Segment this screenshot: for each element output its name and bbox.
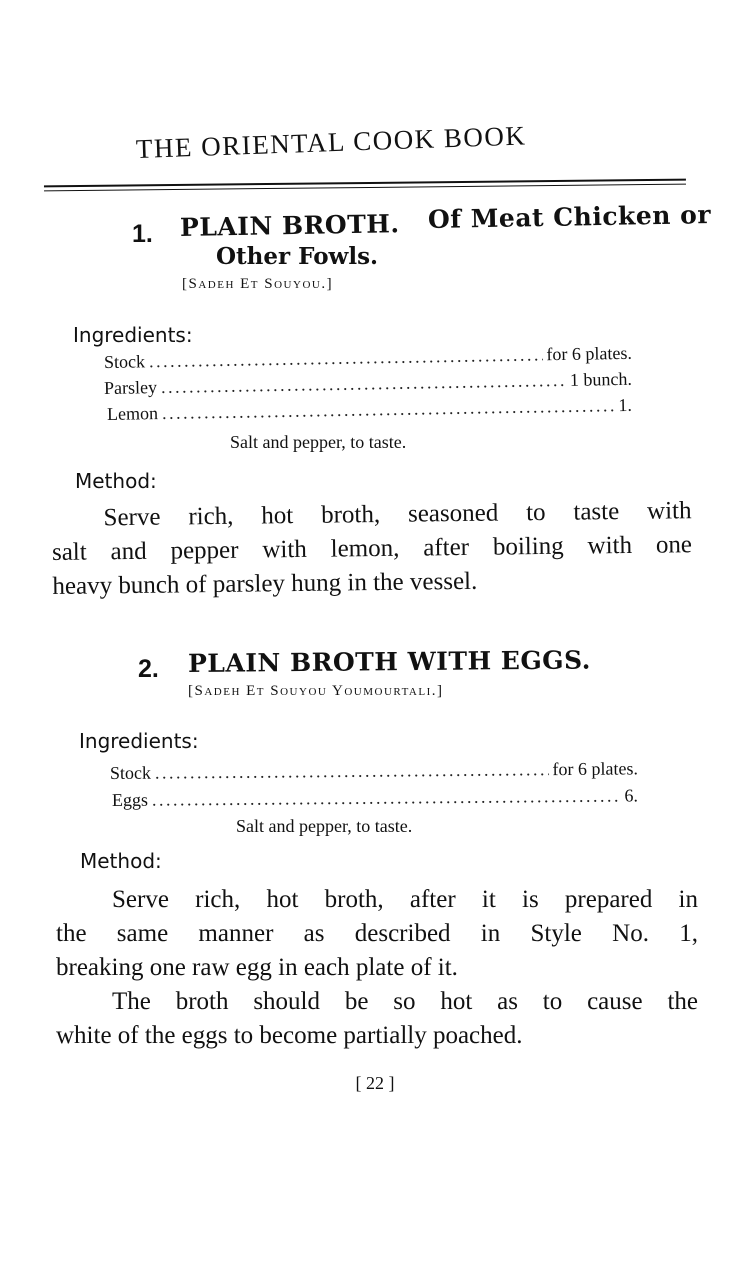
recipe-1-ingredient-row [104, 343, 632, 373]
ingredient-quantity: 1. [618, 394, 633, 416]
ingredient-quantity: for 6 plates. [552, 758, 639, 780]
recipe-1-ingredient-row [107, 395, 632, 425]
recipe-1-method-text [51, 494, 692, 604]
header-double-rule [44, 179, 686, 196]
recipe-1-transliteration: [Sadeh Et Souyou.] [182, 276, 334, 292]
leader-dots [149, 344, 543, 372]
method-line: Serve rich, hot broth, after it is prepared in [112, 886, 698, 913]
method-line: salt and pepper with lemon, after boiling with one [51, 531, 693, 566]
ingredient-name: Lemon [106, 403, 159, 424]
leader-dots [162, 395, 615, 424]
ingredient-name: Parsley [103, 377, 158, 398]
recipe-2-number: 2. [138, 655, 159, 683]
page-number: [ 22 ] [355, 1073, 395, 1093]
ingredient-name: Stock [103, 351, 146, 372]
method-line: The broth should be so hot as to cause the [112, 988, 698, 1015]
method-line: white of the eggs to become partially poached. [56, 1022, 523, 1049]
ingredient-quantity: for 6 plates. [546, 342, 633, 365]
recipe-2-method-paragraph-1 [56, 883, 698, 985]
method-line: the same manner as described in Style No. 1, [56, 920, 698, 947]
recipe-2-method-label: Method: [80, 849, 162, 873]
method-line: Serve rich, hot broth, seasoned to taste with [103, 497, 692, 532]
recipe-2-ingredients-label: Ingredients: [79, 729, 199, 753]
recipe-1-title: PLAIN BROTH. [179, 209, 400, 242]
leader-dots [152, 786, 621, 811]
recipe-1-seasoning-note: Salt and pepper, to taste. [230, 432, 407, 452]
recipe-1-ingredients-label: Ingredients: [73, 323, 193, 347]
recipe-2-method-paragraph-2 [56, 985, 698, 1053]
ingredient-quantity: 1 bunch. [569, 368, 633, 390]
recipe-1-number: 1. [132, 220, 153, 248]
recipe-2-ingredient-row [112, 785, 638, 811]
leader-dots [161, 370, 566, 398]
recipe-1-subtitle: Other Fowls. [216, 243, 379, 270]
running-head: THE ORIENTAL COOK BOOK [135, 120, 527, 164]
method-line: heavy bunch of parsley hung in the vessel. [52, 567, 478, 600]
recipe-2-ingredient-row [110, 758, 638, 784]
recipe-1-method-label: Method: [75, 469, 157, 493]
leader-dots [155, 759, 549, 783]
recipe-1-ingredient-row [104, 369, 632, 399]
ingredient-name: Stock [109, 762, 152, 783]
ingredient-quantity: 6. [624, 785, 639, 806]
recipe-2-seasoning-note: Salt and pepper, to taste. [236, 816, 413, 836]
recipe-2-transliteration: [Sadeh Et Souyou Youmourtali.] [188, 683, 444, 699]
recipe-1-title-continuation: Of Meat Chicken or [427, 200, 712, 234]
ingredient-name: Eggs [111, 789, 149, 810]
recipe-2-title: PLAIN BROTH WITH EGGS. [187, 645, 592, 678]
method-line: breaking one raw egg in each plate of it. [56, 954, 458, 981]
